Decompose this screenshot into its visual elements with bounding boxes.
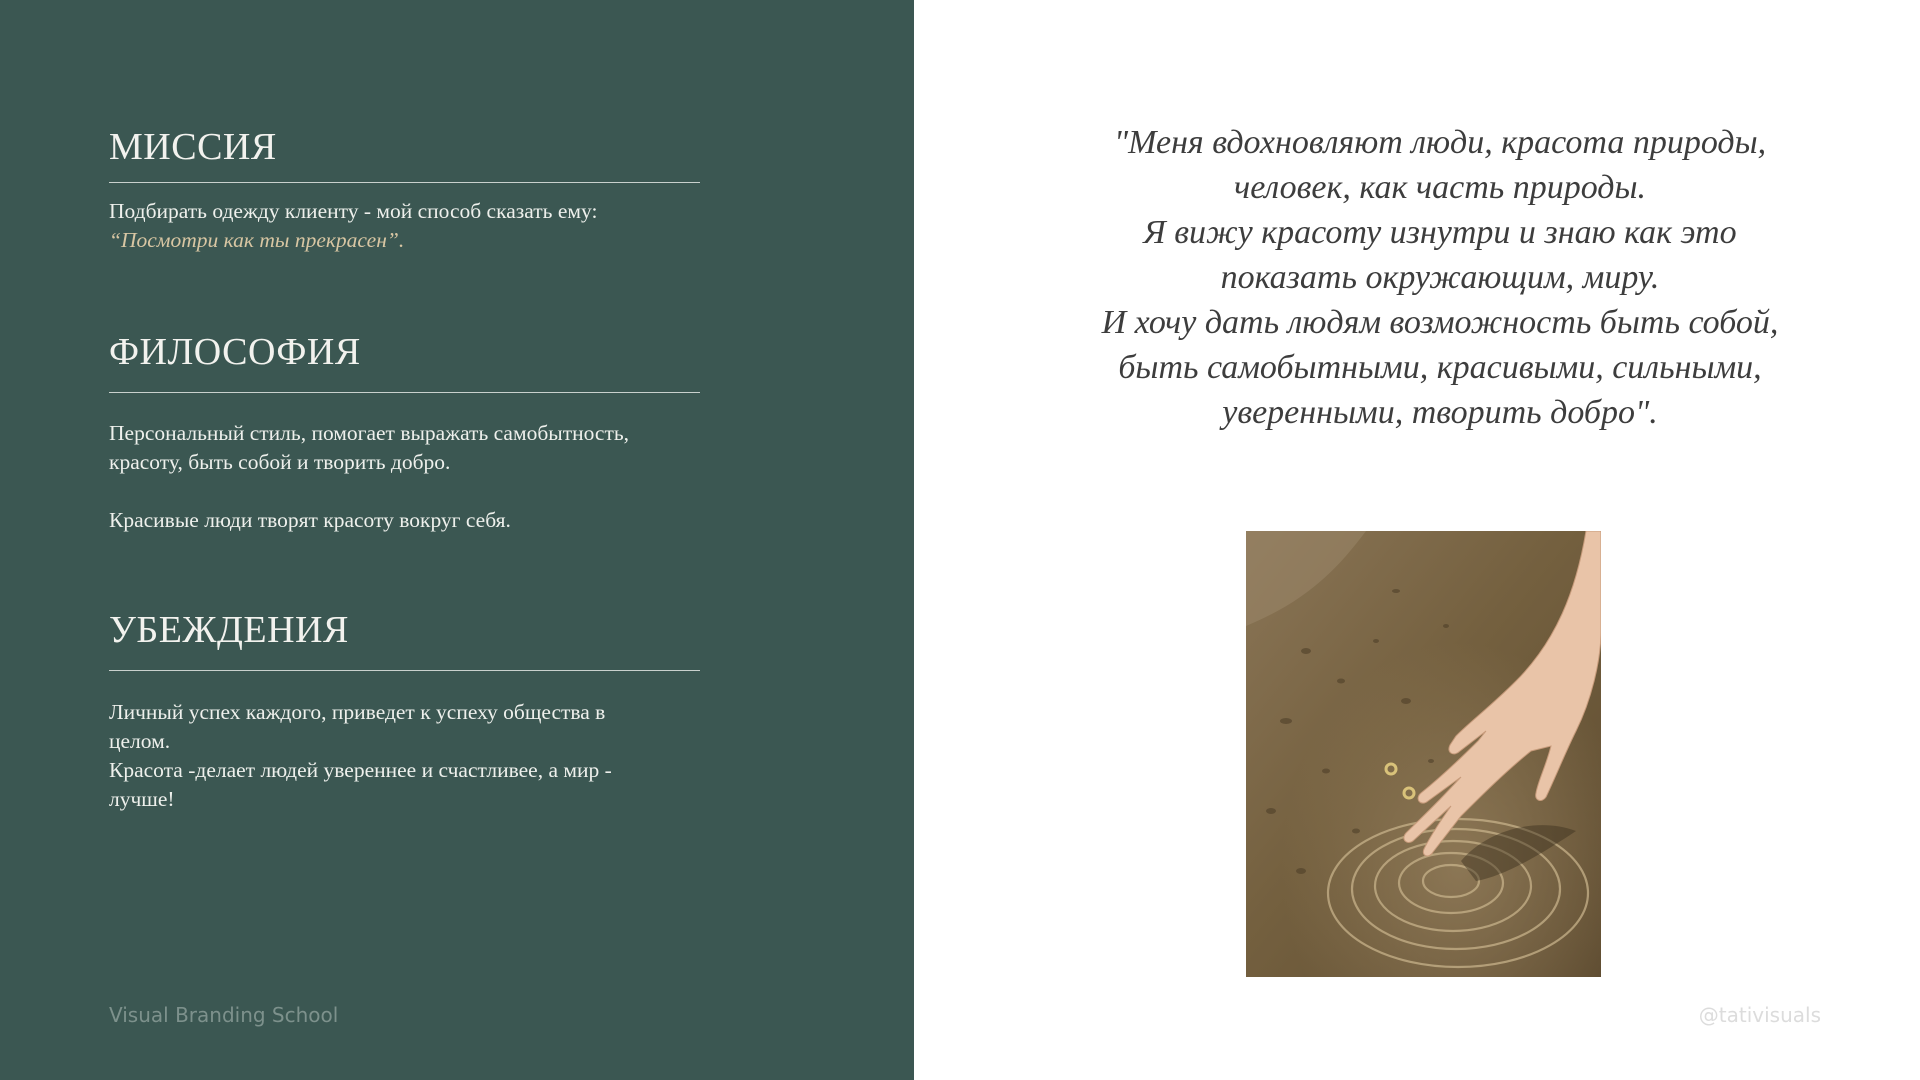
quote-line: человек, как часть природы. bbox=[1233, 169, 1647, 206]
philosophy-paragraph-line: красоту, быть собой и творить добро. bbox=[109, 450, 451, 474]
philosophy-paragraph: Красивые люди творят красоту вокруг себя. bbox=[109, 508, 511, 532]
mission-quote: “Посмотри как ты прекрасен”. bbox=[109, 228, 405, 252]
mission-title: МИССИЯ bbox=[109, 126, 277, 168]
mission-text bbox=[109, 197, 709, 255]
footer-handle: @tativisuals bbox=[1698, 1003, 1821, 1027]
left-panel bbox=[0, 0, 914, 1080]
beliefs-line: Личный успех каждого, приведет к успеху общества в bbox=[109, 700, 606, 724]
mission-text-line: Подбирать одежду клиенту - мой способ сказать ему: bbox=[109, 199, 598, 223]
beliefs-line: Красота -делает людей увереннее и счастливее, а мир - bbox=[109, 758, 612, 782]
quote-line: Я вижу красоту изнутри и знаю как это bbox=[1143, 214, 1737, 251]
mission-divider bbox=[109, 182, 700, 183]
quote-line: показать окружающим, миру. bbox=[1220, 259, 1660, 296]
beliefs-text bbox=[109, 698, 709, 814]
philosophy-section bbox=[109, 330, 709, 532]
philosophy-text bbox=[109, 419, 709, 535]
philosophy-divider bbox=[109, 392, 700, 393]
beliefs-section bbox=[109, 608, 709, 811]
beliefs-line: целом. bbox=[109, 729, 171, 753]
beliefs-divider bbox=[109, 670, 700, 671]
hand-in-water-photo bbox=[1246, 531, 1601, 977]
quote-line: уверенными, творить добро". bbox=[1222, 394, 1658, 431]
beliefs-title: УБЕЖДЕНИЯ bbox=[109, 609, 349, 651]
footer-brand: Visual Branding School bbox=[109, 1003, 339, 1027]
beliefs-line: лучше! bbox=[109, 787, 175, 811]
inspiration-quote bbox=[1040, 120, 1840, 435]
quote-line: быть самобытными, красивыми, сильными, bbox=[1118, 349, 1762, 386]
mission-section bbox=[109, 125, 709, 252]
quote-line: И хочу дать людям возможность быть собой, bbox=[1101, 304, 1779, 341]
philosophy-paragraph-line: Персональный стиль, помогает выражать самобытность, bbox=[109, 421, 630, 445]
quote-line: "Меня вдохновляют люди, красота природы, bbox=[1113, 124, 1767, 161]
philosophy-title: ФИЛОСОФИЯ bbox=[109, 331, 361, 373]
